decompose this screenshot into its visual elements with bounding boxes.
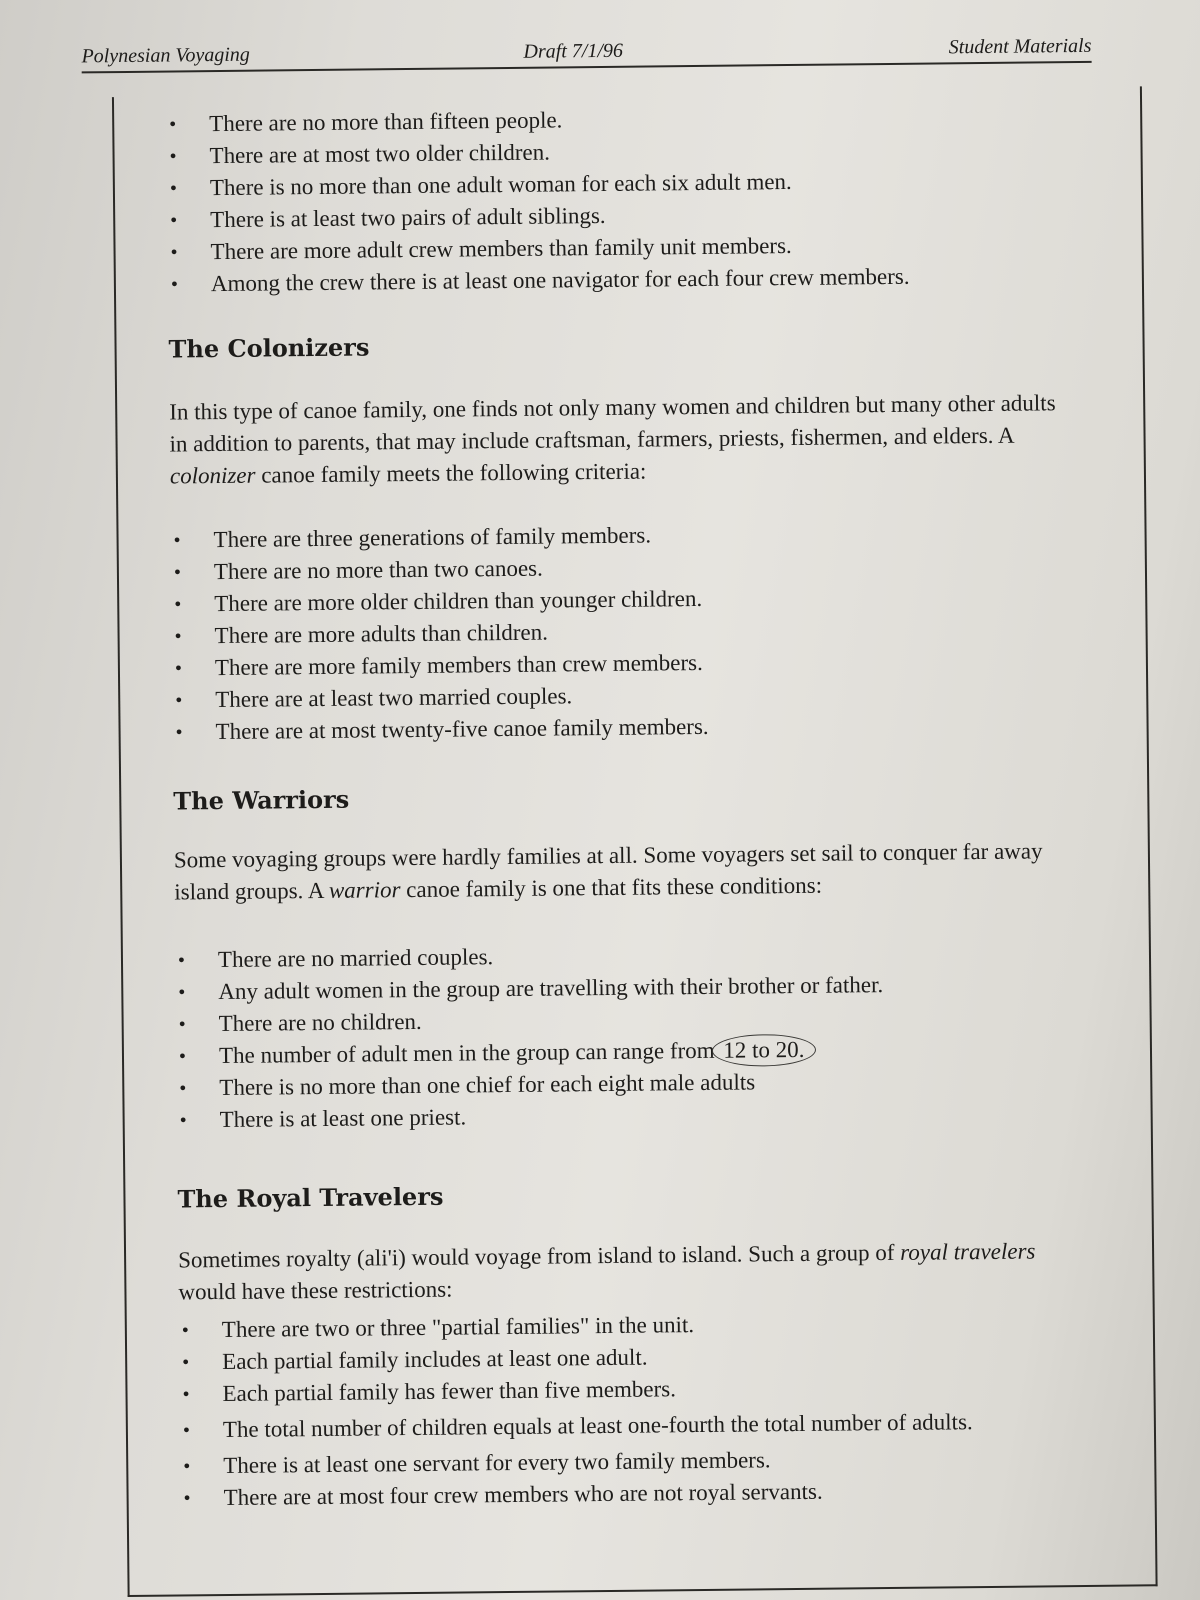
royal-criteria-list xyxy=(178,1305,1124,1515)
running-header xyxy=(81,33,1091,74)
list-item: • There are no more than two canoes. xyxy=(170,551,707,589)
list-item: • Any adult women in the group are travelling with their brother or father. xyxy=(174,969,883,1008)
list-item: • There are at most four crew members who are not royal servants. xyxy=(179,1473,1123,1515)
colonizers-criteria-list xyxy=(169,519,708,749)
list-item: • There is no more than one adult woman for each six adult men. xyxy=(166,165,909,205)
paragraph-emphasis: warrior xyxy=(328,877,401,903)
list-item: • There is at least one priest. xyxy=(175,1097,884,1136)
list-item: • There are two or three "partial families" in the unit. xyxy=(178,1305,1122,1347)
header-section: Student Materials xyxy=(948,34,1092,59)
royal-paragraph xyxy=(178,1235,1079,1308)
list-item: • There are no children. xyxy=(174,1001,883,1040)
list-item: • There are at least two married couples. xyxy=(171,679,708,717)
list-item: • The total number of children equals at least one-fourth the total number of adults. xyxy=(179,1401,1123,1451)
list-item: • Each partial family has fewer than five members. xyxy=(178,1369,1122,1411)
paragraph-text: canoe family meets the following criteria: xyxy=(261,458,647,488)
list-item: • There are more family members than crew members. xyxy=(171,647,708,685)
header-title: Polynesian Voyaging xyxy=(81,43,250,68)
paragraph-text: would have these restrictions: xyxy=(178,1276,453,1305)
section-title-warriors: The Warriors xyxy=(173,784,350,816)
header-draft-date: Draft 7/1/96 xyxy=(523,39,624,63)
list-item: • There is no more than one chief for each eight male adults xyxy=(175,1065,884,1104)
list-item: • There are at most twenty-five canoe family members. xyxy=(171,711,708,749)
paragraph-text: In this type of canoe family, one finds not only many women and children but many other adults in addition to parents, that may include craftsman, farmers, priests, fishermen, and elders. A xyxy=(169,390,1056,457)
list-item: • There are no married couples. xyxy=(174,937,883,976)
list-item: • There are no more than fifteen people. xyxy=(165,101,908,141)
list-item: • Each partial family includes at least one adult. xyxy=(178,1337,1122,1379)
paragraph-text: canoe family is one that fits these conditions: xyxy=(406,872,823,903)
section-title-colonizers: The Colonizers xyxy=(168,332,370,364)
list-item: • There are more adult crew members than family unit members. xyxy=(166,229,909,269)
section-title-royal-travelers: The Royal Travelers xyxy=(177,1181,444,1214)
circled-range-annotation: 12 to 20. xyxy=(712,1034,815,1067)
list-item: • There are three generations of family members. xyxy=(169,519,706,557)
warriors-paragraph xyxy=(174,835,1075,908)
colonizers-paragraph xyxy=(169,387,1070,492)
list-item: • Among the crew there is at least one navigator for each four crew members. xyxy=(167,261,910,301)
paragraph-text: Sometimes royalty (ali'i) would voyage from island to island. Such a group of xyxy=(177,1239,895,1273)
list-item: • There is at least one servant for every two family members. xyxy=(179,1441,1123,1483)
intro-criteria-list xyxy=(165,101,910,301)
paragraph-text: Some voyaging groups were hardly families at all. Some voyagers set sail to conquer far away island groups. A xyxy=(173,838,1043,905)
list-item: • There are at most two older children. xyxy=(165,133,908,173)
warriors-criteria-list xyxy=(174,937,885,1136)
range-item-text: The number of adult men in the group can range from xyxy=(218,1037,715,1069)
list-item: • There are more older children than younger children. xyxy=(170,583,707,621)
paragraph-emphasis: colonizer xyxy=(169,462,256,489)
list-item: • There is at least two pairs of adult siblings. xyxy=(166,197,909,237)
list-item: • There are more adults than children. xyxy=(170,615,707,653)
paragraph-emphasis: royal travelers xyxy=(900,1238,1036,1265)
